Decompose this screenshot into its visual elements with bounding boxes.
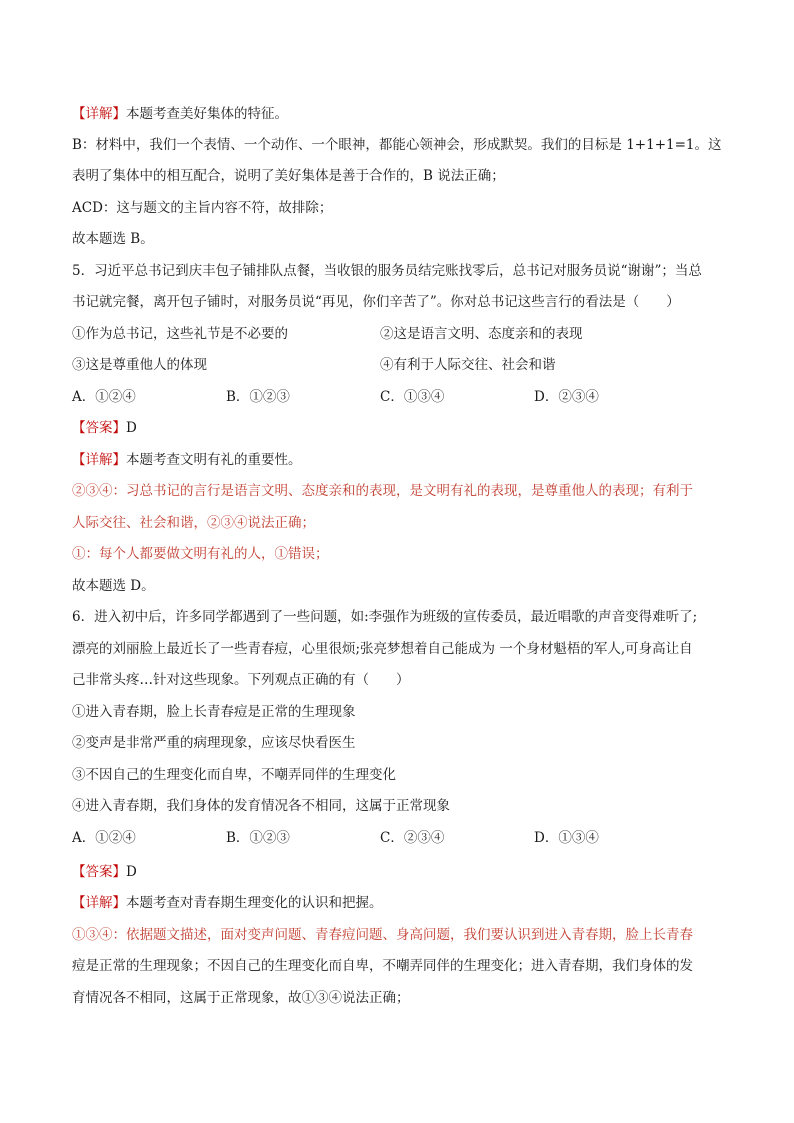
q4-detail (72, 104, 288, 124)
detail-text: 本题考查文明有礼的重要性。 (126, 452, 302, 468)
q6-detail (72, 893, 383, 913)
answer-tag: 【答案】 (72, 864, 126, 880)
detail-text: 本题考查美好集体的特征。 (126, 106, 288, 122)
q4-conclusion: 故本题选 B。 (72, 231, 154, 247)
q5-stem-line-2: 书记就完餐，离开包子铺时，对服务员说“再见，你们辛苦了”。你对总书记这些言行的看法是（ ） (72, 294, 680, 310)
detail-tag: 【详解】 (72, 452, 126, 468)
q5-analysis-line-2: 人际交往、社会和谐，②③④说法正确； (72, 515, 315, 531)
q5-choice-c: C．①③④ (380, 389, 445, 405)
q5-detail (72, 450, 302, 470)
q6-choice-c: C．②③④ (380, 830, 445, 846)
q6-analysis-line-1: ①③④：依据题文描述，面对变声问题、青春痘问题、身高问题，我们要认识到进入青春期，脸上长青春 (72, 927, 693, 943)
q6-statement-1: ①进入青春期，脸上长青春痘是正常的生理现象 (72, 704, 356, 720)
q6-analysis-line-2: 痘是正常的生理现象；不因自己的生理变化而自卑，不嘲弄同伴的生理变化；进入青春期，我们身体的发 (72, 958, 693, 974)
q4-analysis-line-1: B：材料中，我们一个表情、一个动作、一个眼神，都能心领神会，形成默契。我们的目标是 1+1+1=1。这 (72, 137, 722, 153)
q5-statement-3: ③这是尊重他人的体现 (72, 357, 207, 373)
q6-choice-d: D．①③④ (534, 830, 599, 846)
q5-choice-a: A．①②④ (72, 389, 136, 405)
q4-exclude-line: ACD：这与题文的主旨内容不符，故排除； (72, 200, 333, 216)
q6-choice-b: B．①②③ (226, 830, 290, 846)
q5-choice-d: D．②③④ (534, 389, 599, 405)
q5-answer (72, 418, 137, 438)
detail-text: 本题考查对青春期生理变化的认识和把握。 (126, 895, 383, 911)
q6-choice-a: A．①②④ (72, 830, 136, 846)
q6-stem-line-2: 漂亮的刘丽脸上最近长了一些青春痘，心里很烦;张亮梦想着自己能成为 一个身材魁梧的军人,可身高让自 (72, 641, 693, 657)
q6-statement-2: ②变声是非常严重的病理现象，应该尽快看医生 (72, 735, 356, 751)
detail-tag: 【详解】 (72, 106, 126, 122)
q6-statement-4: ④进入青春期，我们身体的发育情况各不相同，这属于正常现象 (72, 798, 450, 814)
q5-statement-1: ①作为总书记，这些礼节是不必要的 (72, 326, 288, 342)
q6-statement-3: ③不因自己的生理变化而自卑，不嘲弄同伴的生理变化 (72, 767, 396, 783)
q6-stem-line-1: 6．进入初中后，许多同学都遇到了一些问题，如:李强作为班级的宣传委员，最近唱歌的声音变得难听了; (72, 609, 698, 625)
detail-tag: 【详解】 (72, 895, 126, 911)
q5-statement-4: ④有利于人际交往、社会和谐 (380, 357, 556, 373)
answer-value: D (126, 420, 137, 436)
answer-tag: 【答案】 (72, 420, 126, 436)
q5-exclude-line: ①：每个人都要做文明有礼的人，①错误； (72, 546, 329, 562)
q6-analysis-line-3: 育情况各不相同，这属于正常现象，故①③④说法正确； (72, 990, 410, 1006)
q6-answer (72, 862, 137, 882)
q5-choice-b: B．①②③ (226, 389, 290, 405)
q5-conclusion: 故本题选 D。 (72, 578, 155, 594)
answer-value: D (126, 864, 137, 880)
q6-stem-line-3: 己非常头疼…针对这些现象。下列观点正确的有（ ） (72, 672, 410, 688)
q5-analysis-line-1: ②③④：习总书记的言行是语言文明、态度亲和的表现，是文明有礼的表现，是尊重他人的表现；有利于 (72, 483, 693, 499)
q5-statement-2: ②这是语言文明、态度亲和的表现 (380, 326, 583, 342)
q4-analysis-line-2: 表明了集体中的相互配合，说明了美好集体是善于合作的，B 说法正确； (72, 168, 505, 184)
q5-stem-line-1: 5．习近平总书记到庆丰包子铺排队点餐，当收银的服务员结完账找零后，总书记对服务员说“谢谢”；当总 (72, 263, 702, 279)
